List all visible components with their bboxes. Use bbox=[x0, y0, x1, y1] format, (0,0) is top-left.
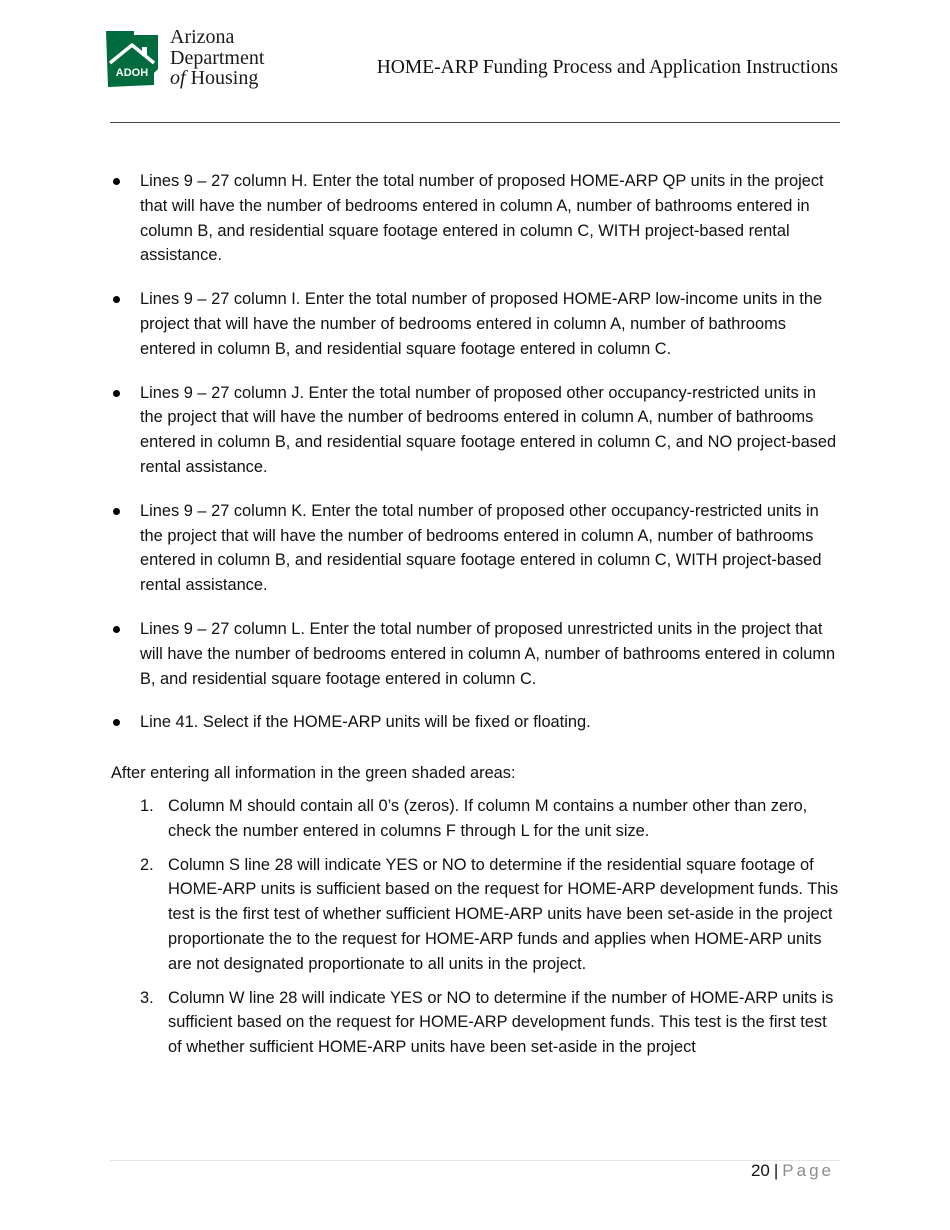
list-item bbox=[111, 853, 841, 977]
logo-line-arizona: Arizona bbox=[170, 26, 235, 48]
bullet-icon bbox=[113, 626, 120, 633]
list-item-text: Lines 9 – 27 column L. Enter the total number of proposed unrestricted units in the project that will have the number of bedrooms entered in column A, number of bathrooms entered in column B, and residential square footage entered in column C. bbox=[140, 619, 836, 688]
list-item-text: Lines 9 – 27 column I. Enter the total number of proposed HOME-ARP low-income units in the project that will have the number of bedrooms entered in column A, number of bathrooms entered in column B, and residential square footage entered in column C. bbox=[140, 290, 823, 358]
step-text: Column W line 28 will indicate YES or NO to determine if the number of HOME-ARP units is sufficient based on the request for HOME-ARP development funds. This test is the first test of whether sufficient HOME-ARP units have been set-aside in the project bbox=[168, 988, 834, 1057]
logo-line-housing bbox=[170, 68, 264, 89]
page-number: 20 bbox=[750, 1161, 770, 1180]
page-footer bbox=[751, 1161, 834, 1181]
list-item-text: Lines 9 – 27 column J. Enter the total number of proposed other occupancy-restricted units in the project that will have the number of bedrooms entered in column A, number of bathrooms entered in column B, and residential square footage entered in column C, and NO project-based rental assistance. bbox=[140, 383, 837, 476]
logo-of: of bbox=[170, 67, 186, 89]
bullet-icon bbox=[113, 719, 120, 726]
list-item bbox=[111, 710, 841, 735]
list-item bbox=[111, 381, 841, 480]
page-body bbox=[111, 169, 841, 1069]
step-number: 2. bbox=[140, 855, 154, 874]
intro-paragraph: After entering all information in the green shaded areas: bbox=[111, 764, 516, 783]
list-item bbox=[111, 287, 841, 361]
step-text: Column S line 28 will indicate YES or NO to determine if the residential square footage of HOME-ARP units is sufficient based on the request for HOME-ARP development funds. This test is the first test of whether sufficient HOME-ARP units have been set-aside in the project proportionate the to the request for HOME-ARP funds and applies when HOME-ARP units are not designated proportionate to all units in the project. bbox=[168, 855, 839, 973]
page-label: Page bbox=[782, 1161, 834, 1180]
list-item bbox=[111, 499, 841, 598]
bullet-icon bbox=[113, 390, 120, 397]
numbered-step-list bbox=[111, 794, 841, 1060]
instruction-bullet-list bbox=[111, 169, 841, 735]
logo-wordmark bbox=[170, 27, 264, 89]
logo-line-department: Department bbox=[170, 46, 265, 69]
list-item bbox=[111, 169, 841, 268]
list-item bbox=[111, 617, 841, 691]
bullet-icon bbox=[113, 296, 120, 303]
list-item-text: Line 41. Select if the HOME-ARP units will be fixed or floating. bbox=[140, 713, 591, 732]
house-logo-icon bbox=[104, 29, 160, 89]
footer-separator: | bbox=[773, 1161, 779, 1180]
list-item bbox=[111, 794, 841, 844]
footer-divider bbox=[110, 1160, 840, 1161]
list-item bbox=[111, 986, 841, 1060]
bullet-icon bbox=[113, 508, 120, 515]
bullet-icon bbox=[113, 178, 120, 185]
svg-text:ADOH: ADOH bbox=[115, 67, 149, 79]
list-item-text: Lines 9 – 27 column K. Enter the total number of proposed other occupancy-restricted units in the project that will have the number of bedrooms entered in column A, number of bathrooms entered in column B, and residential square footage entered in column C, WITH project-based rental assistance. bbox=[140, 501, 822, 595]
step-number: 1. bbox=[140, 796, 154, 815]
list-item-text: Lines 9 – 27 column H. Enter the total number of proposed HOME-ARP QP units in the project that will have the number of bedrooms entered in column A, number of bathrooms entered in column B, and residential square footage entered in column C, WITH project-based rental assistance. bbox=[140, 172, 824, 265]
page-header bbox=[0, 0, 950, 124]
header-divider bbox=[110, 122, 840, 123]
logo-housing: Housing bbox=[185, 67, 259, 89]
step-text: Column M should contain all 0’s (zeros). If column M contains a number other than zero, check the number entered in columns F through L for the unit size. bbox=[168, 796, 808, 840]
step-number: 3. bbox=[140, 988, 154, 1007]
document-title: HOME-ARP Funding Process and Application Instructions bbox=[376, 57, 838, 78]
adoh-logo bbox=[104, 27, 284, 93]
